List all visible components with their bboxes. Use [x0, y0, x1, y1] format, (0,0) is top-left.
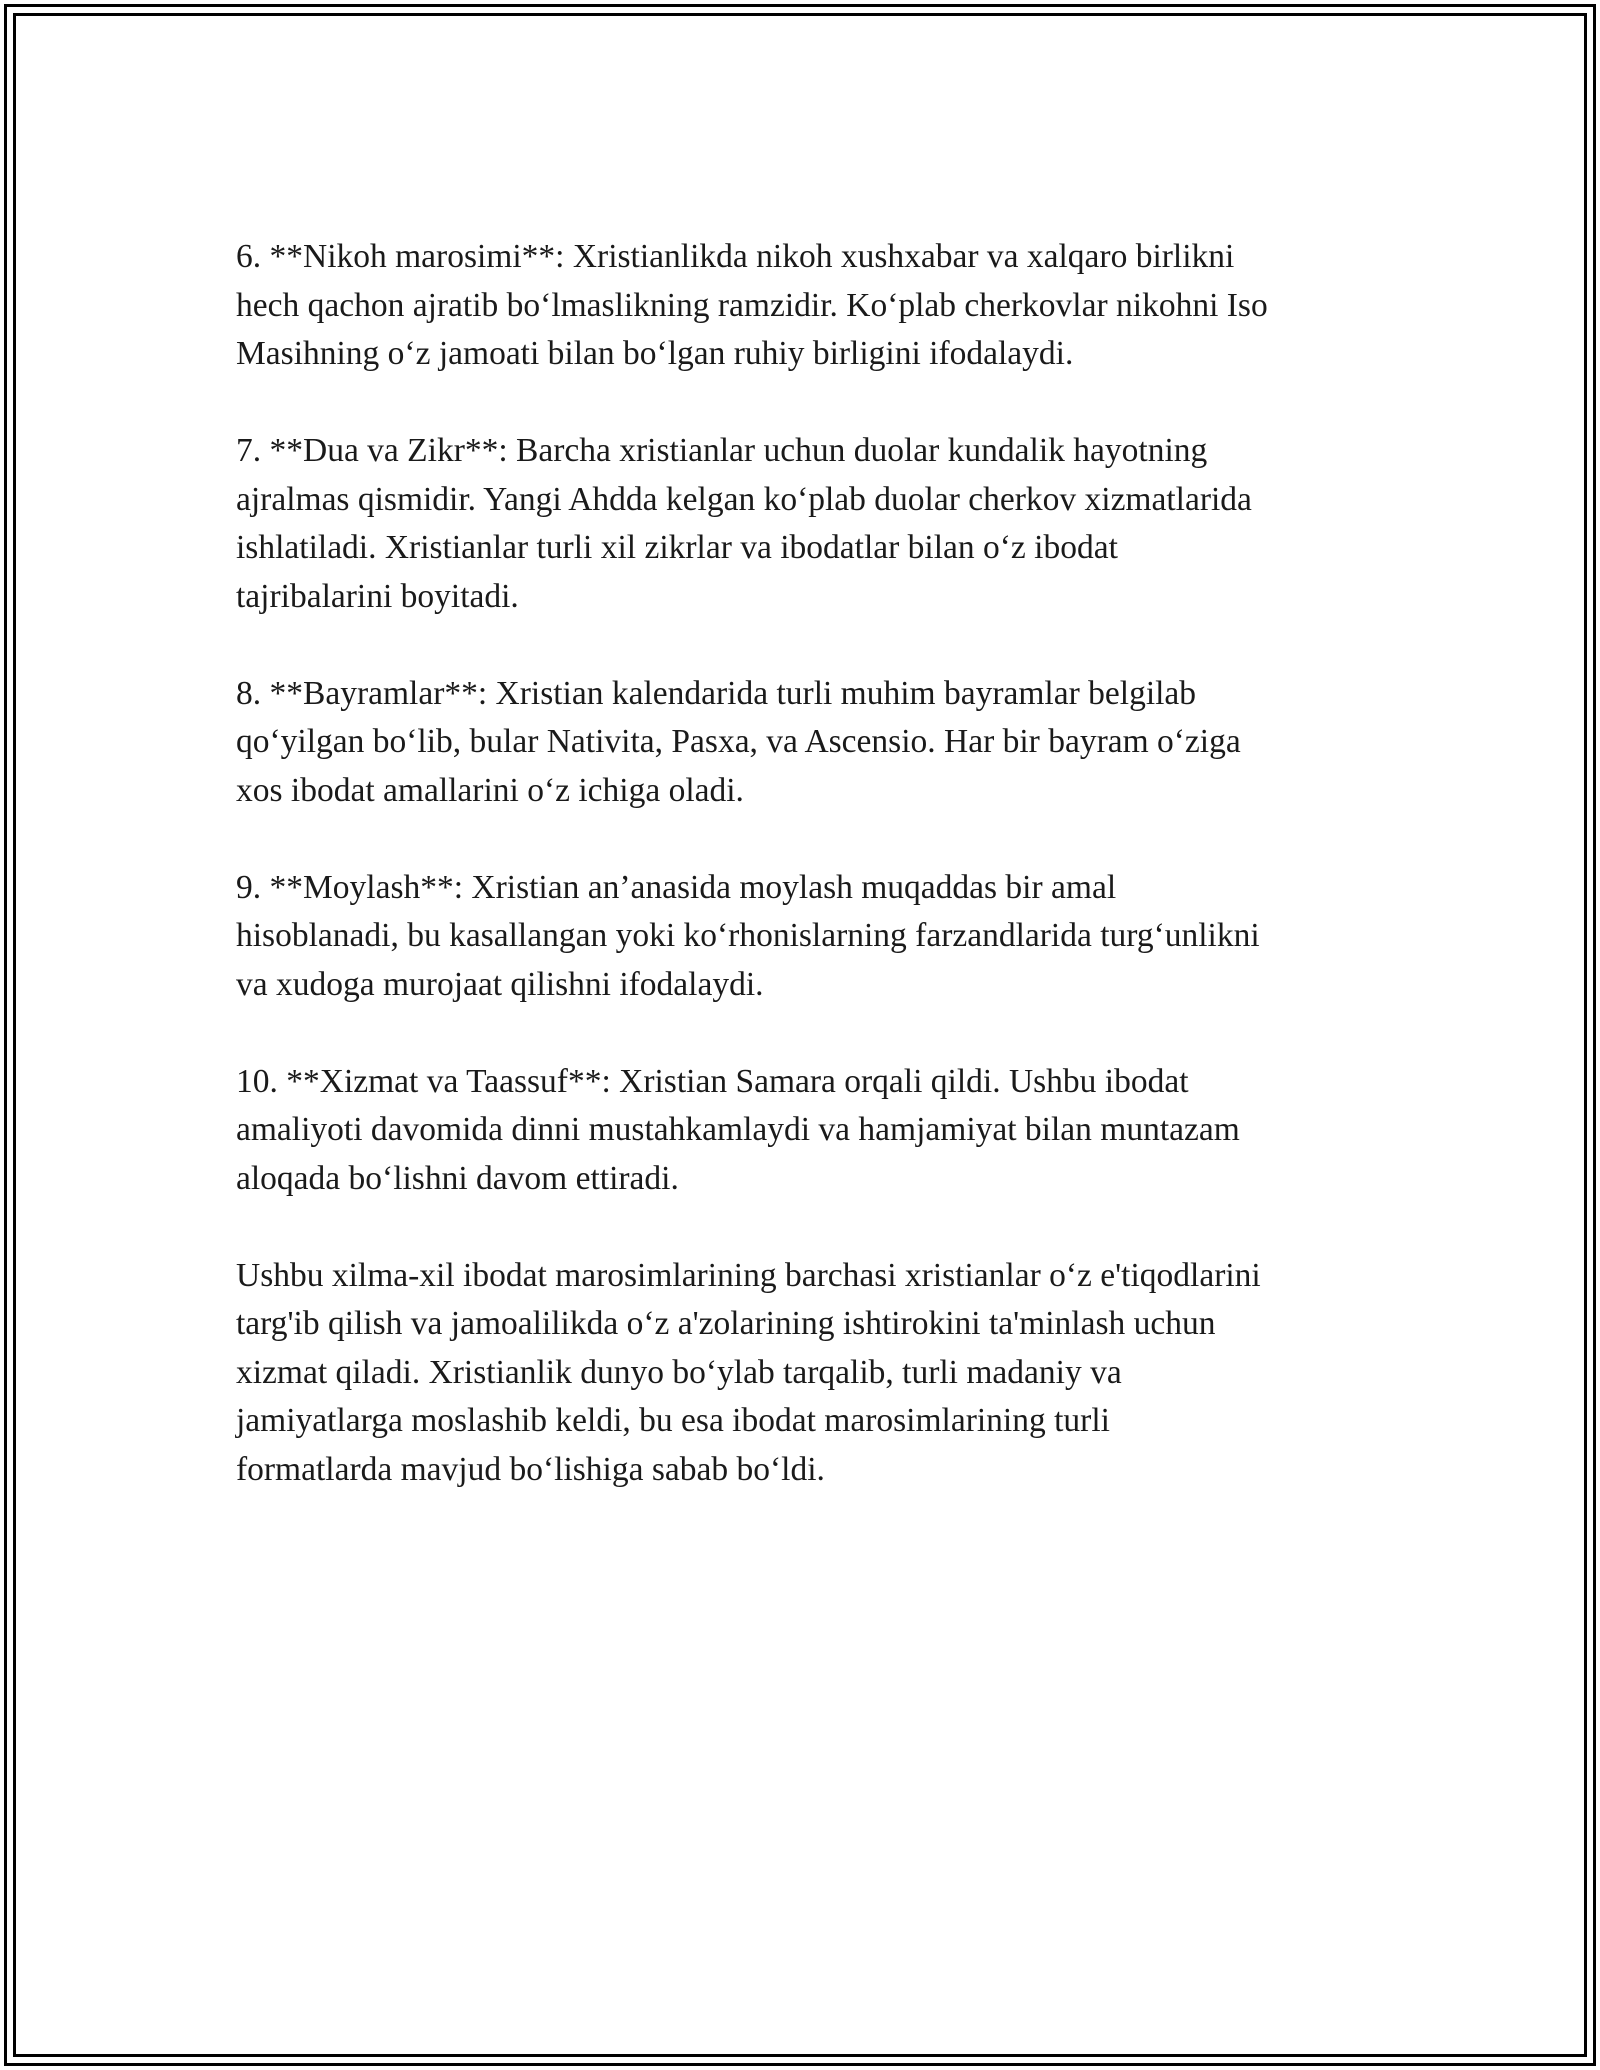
text-line: 7. **Dua va Zikr**: Barcha xristianlar uchun duolar kundalik hayotning: [236, 432, 1208, 469]
text-line: qo‘yilgan bo‘lib, bular Nativita, Pasxa, va Ascensio. Har bir bayram o‘ziga: [236, 723, 1241, 760]
text-line: targ'ib qilish va jamoalilikda o‘z a'zolarining ishtirokini ta'minlash uchun: [236, 1305, 1216, 1342]
paragraph-nikoh-marosimi: [236, 233, 1376, 379]
paragraph-conclusion: [236, 1252, 1376, 1495]
text-line: 6. **Nikoh marosimi**: Xristianlikda nikoh xushxabar va xalqaro birlikni: [236, 238, 1235, 275]
text-line: Ushbu xilma-xil ibodat marosimlarining barchasi xristianlar o‘z e'tiqodlarini: [236, 1256, 1261, 1294]
text-line: ajralmas qismidir. Yangi Ahdda kelgan ko‘plab duolar cherkov xizmatlarida: [236, 480, 1252, 518]
text-line: hisoblanadi, bu kasallangan yoki ko‘rhonislarning farzandlarida turg‘unlikni: [236, 917, 1260, 954]
paragraph-xizmat-va-taassuf: [236, 1058, 1376, 1204]
paragraph-bayramlar: [236, 670, 1376, 816]
text-line: 8. **Bayramlar**: Xristian kalendarida turli muhim bayramlar belgilab: [236, 674, 1197, 712]
text-line: xos ibodat amallarini o‘z ichiga oladi.: [236, 771, 744, 809]
text-line: xizmat qiladi. Xristianlik dunyo bo‘ylab tarqalib, turli madaniy va: [236, 1353, 1122, 1391]
document-body: [236, 233, 1376, 1543]
text-line: jamiyatlarga moslashib keldi, bu esa ibodat marosimlarining turli: [236, 1402, 1110, 1439]
text-line: ishlatiladi. Xristianlar turli xil zikrlar va ibodatlar bilan o‘z ibodat: [236, 529, 1118, 566]
text-line: Masihning o‘z jamoati bilan bo‘lgan ruhiy birligini ifodalaydi.: [236, 335, 1074, 372]
text-line: aloqada bo‘lishni davom ettiradi.: [236, 1159, 679, 1197]
text-line: hech qachon ajratib bo‘lmaslikning ramzidir. Ko‘plab cherkovlar nikohni Iso: [236, 286, 1268, 324]
text-line: 10. **Xizmat va Taassuf**: Xristian Samara orqali qildi. Ushbu ibodat: [236, 1062, 1189, 1100]
text-line: formatlarda mavjud bo‘lishiga sabab bo‘ldi.: [236, 1450, 825, 1488]
text-line: 9. **Moylash**: Xristian an’anasida moylash muqaddas bir amal: [236, 868, 1117, 906]
text-line: va xudoga murojaat qilishni ifodalaydi.: [236, 965, 764, 1003]
text-line: amaliyoti davomida dinni mustahkamlaydi va hamjamiyat bilan muntazam: [236, 1111, 1240, 1148]
paragraph-dua-va-zikr: [236, 427, 1376, 621]
text-line: tajribalarini boyitadi.: [236, 577, 519, 615]
paragraph-moylash: [236, 864, 1376, 1010]
